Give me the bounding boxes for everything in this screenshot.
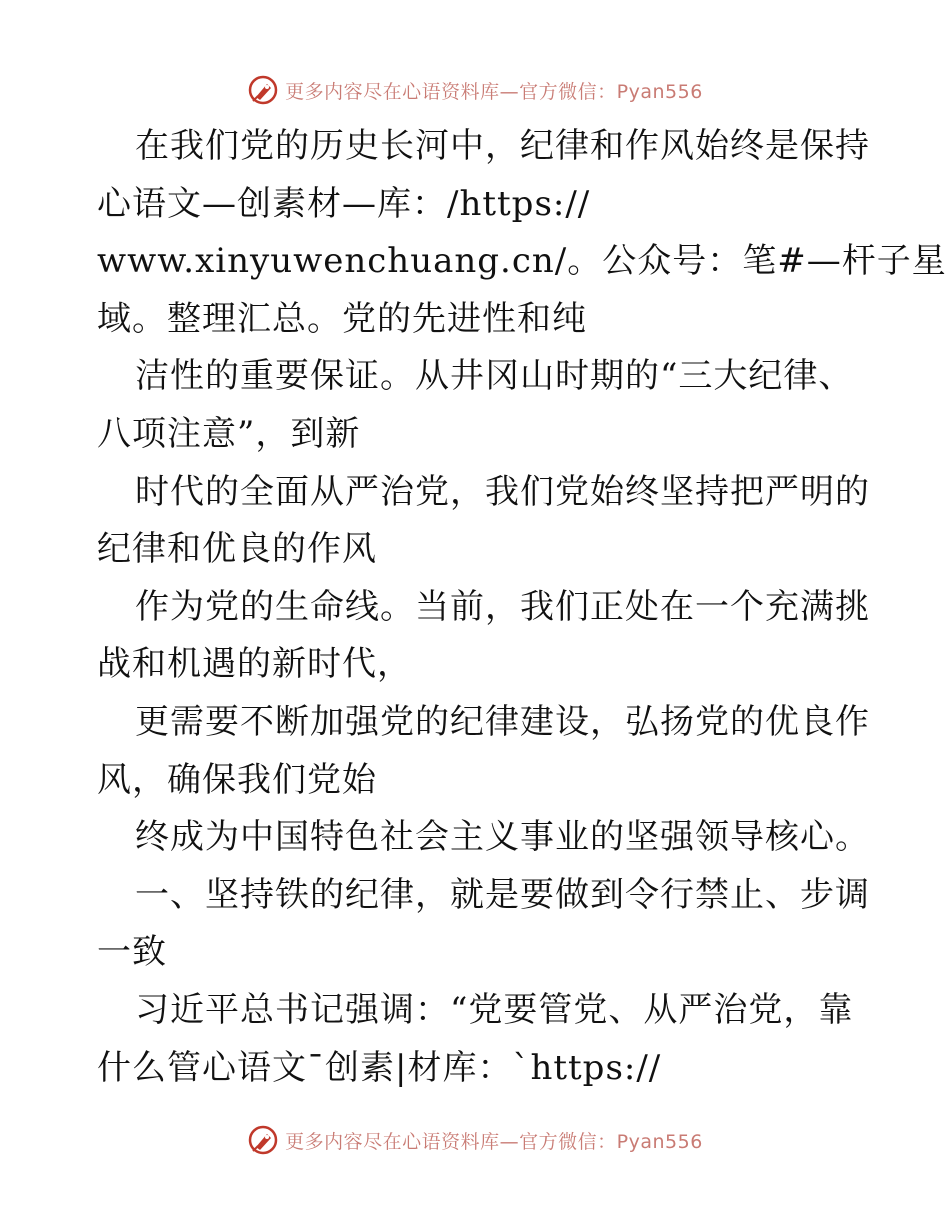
document-body (97, 118, 947, 1097)
text-line: 风，确保我们党始 (97, 759, 377, 800)
text-line: 什么管心语文¯创素|材库：`https:// (97, 1047, 662, 1088)
text-line: 习近平总书记强调：“党要管党、从严治党，靠 (135, 989, 854, 1030)
text-line: 更需要不断加强党的纪律建设，弘扬党的优良作 (135, 701, 870, 742)
section-heading: 一、坚持铁的纪律，就是要做到令行禁止、步调 (135, 874, 870, 915)
text-line: 八项注意”，到新 (97, 413, 361, 454)
text-line: 域。整理汇总。党的先进性和纯 (97, 298, 587, 339)
text-line: 时代的全面从严治党，我们党始终坚持把严明的 (135, 471, 870, 512)
text-line: 纪律和优良的作风 (97, 529, 377, 570)
text-line: 心语文—创素材—库：/https:// (97, 183, 591, 224)
footer-banner (0, 1120, 950, 1160)
header-banner-text: 更多内容尽在心语资料库—官方微信：Pyan556 (285, 80, 703, 103)
text-line: 洁性的重要保证。从井冈山时期的“三大纪律、 (135, 356, 854, 397)
header-banner (0, 70, 950, 110)
footer-banner-text: 更多内容尽在心语资料库—官方微信：Pyan556 (285, 1130, 703, 1153)
text-line: 战和机遇的新时代， (97, 644, 412, 685)
pen-nib-seal-icon (247, 1124, 279, 1156)
text-line: 终成为中国特色社会主义事业的坚强领导核心。 (135, 817, 870, 858)
text-line: 作为党的生命线。当前，我们正处在一个充满挑 (135, 586, 870, 627)
pen-nib-seal-icon (247, 74, 279, 106)
text-line: www.xinyuwenchuang.cn/。公众号：笔#—杆子星 (97, 241, 947, 282)
section-heading-continued: 一致 (97, 932, 167, 973)
text-line: 在我们党的历史长河中，纪律和作风始终是保持 (135, 126, 870, 166)
